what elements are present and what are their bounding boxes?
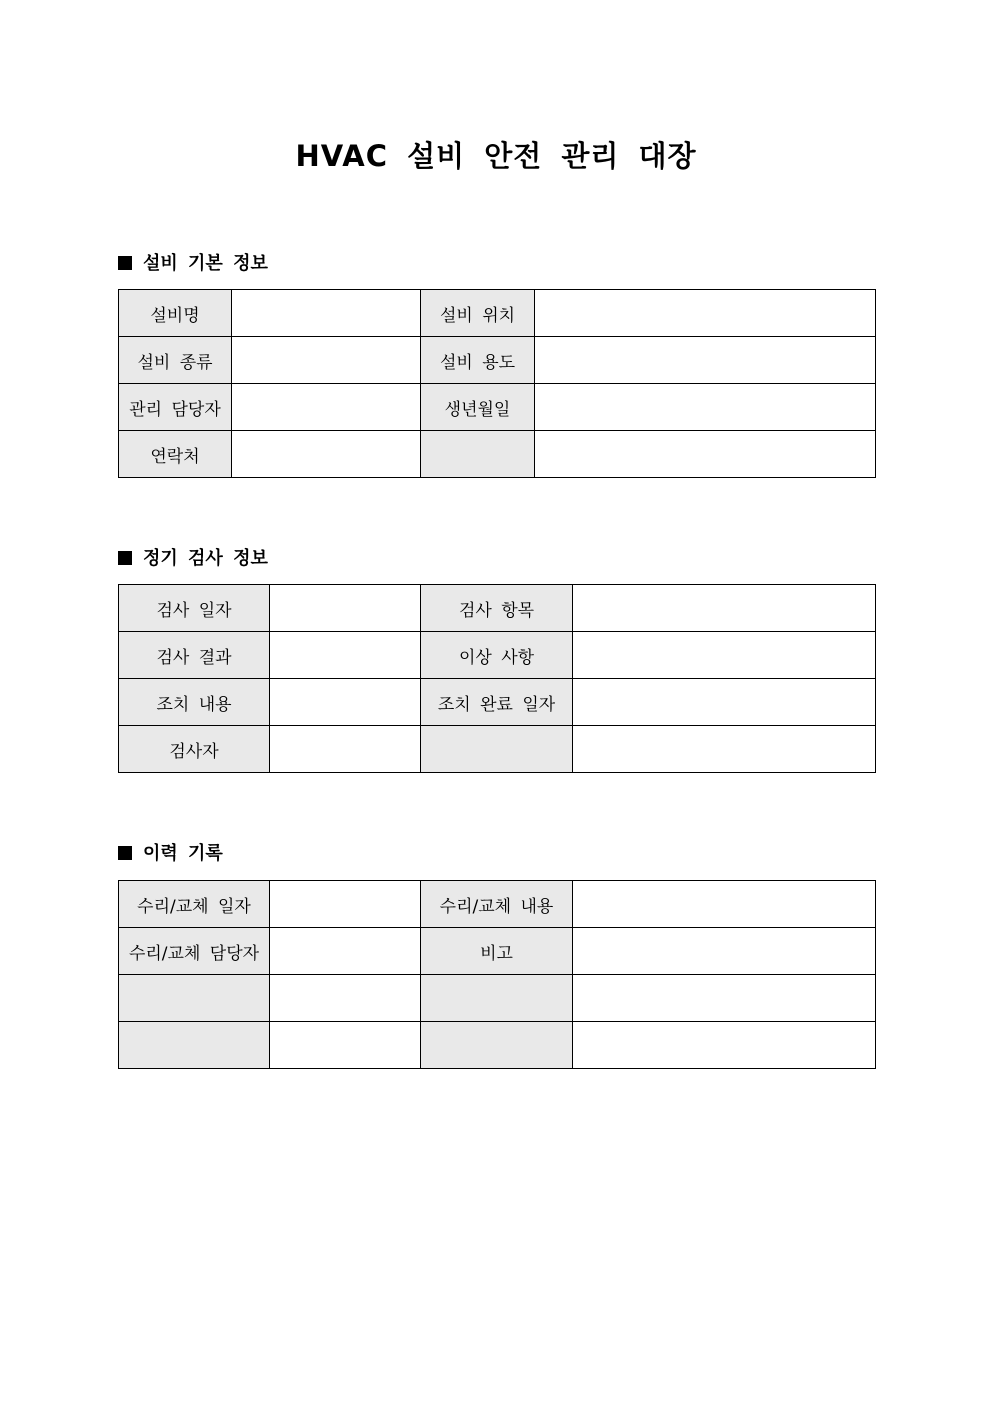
value-cell[interactable] bbox=[573, 726, 876, 773]
label-cell bbox=[119, 1022, 270, 1069]
label-cell: 수리/교체 담당자 bbox=[119, 928, 270, 975]
table-row bbox=[119, 975, 876, 1022]
section-heading-label: 설비 기본 정보 bbox=[143, 253, 268, 274]
label-cell: 수리/교체 일자 bbox=[119, 881, 270, 928]
label-cell bbox=[421, 726, 573, 773]
table-row bbox=[119, 384, 876, 431]
value-cell[interactable] bbox=[270, 679, 421, 726]
value-cell[interactable] bbox=[535, 337, 876, 384]
inspection-info-table bbox=[118, 584, 876, 773]
basic-info-table bbox=[118, 289, 876, 478]
value-cell[interactable] bbox=[232, 290, 421, 337]
document-title: HVAC 설비 안전 관리 대장 bbox=[295, 139, 697, 173]
square-bullet-icon bbox=[118, 551, 132, 565]
label-cell: 관리 담당자 bbox=[119, 384, 232, 431]
value-cell[interactable] bbox=[573, 928, 876, 975]
table-row bbox=[119, 337, 876, 384]
value-cell[interactable] bbox=[573, 975, 876, 1022]
table-row bbox=[119, 928, 876, 975]
history-table bbox=[118, 880, 876, 1069]
label-cell bbox=[119, 975, 270, 1022]
table-row bbox=[119, 881, 876, 928]
value-cell[interactable] bbox=[573, 632, 876, 679]
value-cell[interactable] bbox=[535, 290, 876, 337]
table-row bbox=[119, 632, 876, 679]
label-cell: 이상 사항 bbox=[421, 632, 573, 679]
label-cell: 연락처 bbox=[119, 431, 232, 478]
section-heading-label: 이력 기록 bbox=[143, 843, 223, 864]
value-cell[interactable] bbox=[573, 881, 876, 928]
label-cell: 설비명 bbox=[119, 290, 232, 337]
value-cell[interactable] bbox=[573, 1022, 876, 1069]
table-row bbox=[119, 290, 876, 337]
label-cell: 설비 위치 bbox=[421, 290, 535, 337]
section-heading-history bbox=[118, 842, 223, 866]
label-cell: 비고 bbox=[421, 928, 573, 975]
square-bullet-icon bbox=[118, 846, 132, 860]
label-cell: 검사 일자 bbox=[119, 585, 270, 632]
label-cell bbox=[421, 431, 535, 478]
label-cell bbox=[421, 1022, 573, 1069]
value-cell[interactable] bbox=[270, 585, 421, 632]
label-cell: 조치 완료 일자 bbox=[421, 679, 573, 726]
square-bullet-icon bbox=[118, 256, 132, 270]
table-row bbox=[119, 1022, 876, 1069]
value-cell[interactable] bbox=[270, 928, 421, 975]
table-row bbox=[119, 431, 876, 478]
value-cell[interactable] bbox=[270, 726, 421, 773]
label-cell: 설비 용도 bbox=[421, 337, 535, 384]
table-row bbox=[119, 585, 876, 632]
table-row bbox=[119, 726, 876, 773]
label-cell bbox=[421, 975, 573, 1022]
label-cell: 검사 결과 bbox=[119, 632, 270, 679]
value-cell[interactable] bbox=[270, 881, 421, 928]
label-cell: 조치 내용 bbox=[119, 679, 270, 726]
value-cell[interactable] bbox=[270, 1022, 421, 1069]
value-cell[interactable] bbox=[535, 431, 876, 478]
value-cell[interactable] bbox=[573, 679, 876, 726]
section-heading-label: 정기 검사 정보 bbox=[143, 548, 268, 569]
value-cell[interactable] bbox=[232, 431, 421, 478]
label-cell: 검사 항목 bbox=[421, 585, 573, 632]
label-cell: 수리/교체 내용 bbox=[421, 881, 573, 928]
section-heading-inspection-info bbox=[118, 547, 268, 571]
value-cell[interactable] bbox=[573, 585, 876, 632]
value-cell[interactable] bbox=[270, 975, 421, 1022]
table-row bbox=[119, 679, 876, 726]
value-cell[interactable] bbox=[535, 384, 876, 431]
value-cell[interactable] bbox=[232, 384, 421, 431]
label-cell: 생년월일 bbox=[421, 384, 535, 431]
label-cell: 설비 종류 bbox=[119, 337, 232, 384]
label-cell: 검사자 bbox=[119, 726, 270, 773]
value-cell[interactable] bbox=[270, 632, 421, 679]
section-heading-basic-info bbox=[118, 252, 268, 276]
value-cell[interactable] bbox=[232, 337, 421, 384]
